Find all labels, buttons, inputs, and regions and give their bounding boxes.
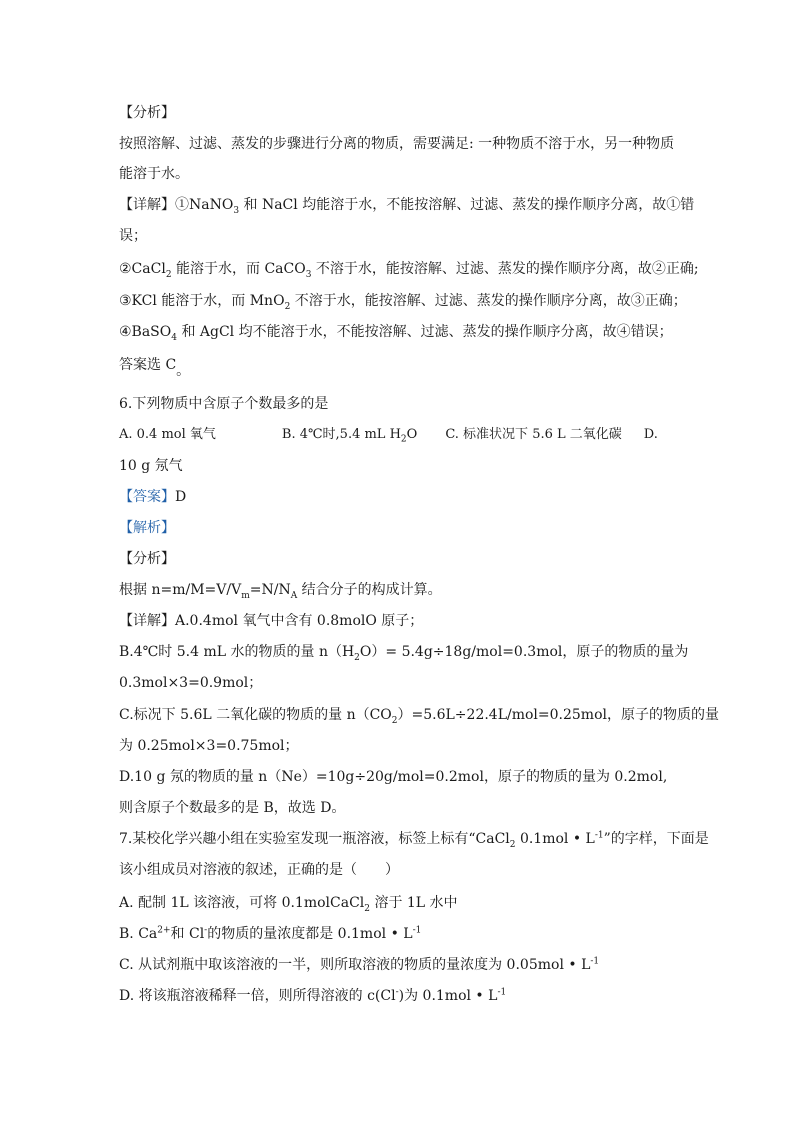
q6-option-a: A. 0.4 mol 氧气 bbox=[119, 427, 216, 442]
q6-option-d: D. bbox=[643, 427, 658, 442]
q6-analysis-heading: 【分析】 bbox=[119, 551, 175, 567]
q6-detail-a: 【详解】A.0.4mol 氧气中含有 0.8molO 原子； bbox=[119, 613, 424, 629]
q6-stem: 6.下列物质中含原子个数最多的是 bbox=[119, 396, 329, 412]
q6-detail-b: B.4℃时 5.4 mL 水的物质的量 $n(H_2O)= 5.4g\div 18g/mol=0.3mol$，原子的物质的量为 bbox=[119, 644, 689, 663]
q7-option-d: D. 将该瓶溶液稀释一倍，则所得溶液的 c(Cl-)为 0.1mol • $L^{-1}$ bbox=[119, 987, 507, 1004]
q6-detail-c-cont: 为 0.25mol×3=0.75mol； bbox=[119, 738, 299, 754]
analysis-text: 按照溶解、过滤、蒸发的步骤进行分离的物质，需要满足: 一种物质不溶于水，另一种物质 bbox=[119, 136, 675, 152]
q7-option-a: A. 配制 1L 该溶液，可将 0.1molCaCl$_2$ 溶于 1L 水中 bbox=[119, 895, 458, 914]
q7-stem-cont: 该小组成员对溶液的叙述，正确的是（ ） bbox=[119, 862, 399, 878]
q6-option-d-cont: 10 g 氖气 bbox=[119, 458, 183, 474]
detail-line-5: ④BaSO$_4$ 和 AgCl 均不能溶于水，不能按溶解、过滤、蒸发的操作顺序分离，故④错误； bbox=[119, 324, 673, 343]
q6-options bbox=[119, 425, 658, 445]
q6-explain-label: 【解析】 bbox=[119, 520, 175, 536]
q6-option-b: B. 4℃时,5.4 mL $H_2O$ bbox=[281, 427, 418, 445]
detail-line-3: ②CaCl$_2$ 能溶于水，而 CaCO$_3$ 不溶于水，能按溶解、过滤、蒸发的操作顺序分离，故②正确; bbox=[119, 261, 699, 280]
q6-detail-b-cont: 0.3mol×3=0.9mol； bbox=[119, 675, 263, 691]
analysis-heading: 【分析】 bbox=[119, 105, 175, 121]
q6-detail-d-cont: 则含原子个数最多的是 B，故选 D。 bbox=[119, 800, 346, 816]
q6-option-c: C. 标准状况下 5.6 L 二氧化碳 bbox=[445, 427, 622, 442]
detail-line-4: ③KCl 能溶于水，而 MnO$_2$ 不溶于水，能按溶解、过滤、蒸发的操作顺序分离，故③正确； bbox=[119, 293, 687, 312]
answer-value: D bbox=[175, 489, 187, 505]
analysis-text-cont: 能溶于水。 bbox=[119, 166, 189, 182]
q6-detail-c: C.标况下 5.6L 二氧化碳的物质的量 $n(CO_2)=5.6L\div 22.4L/mol=0.25mol$，原子的物质的量 bbox=[119, 707, 719, 726]
detail-line-2: 误； bbox=[119, 228, 147, 244]
q6-analysis-text: 根据 $n=m/M=V/V_m=N/N_A$ 结合分子的构成计算。 bbox=[119, 582, 442, 601]
q7-stem: 7.某校化学兴趣小组在实验室发现一瓶溶液，标签上标有“CaCl$_2$ 0.1mol • $L^{-1}$”的字样，下面是 bbox=[119, 830, 709, 850]
detail-line-1: 【详解】①NaNO$_3$ 和 NaCl 均能溶于水，不能按溶解、过滤、蒸发的操作顺序分离，故①错 bbox=[119, 197, 695, 216]
q7-option-c: C. 从试剂瓶中取该溶液的一半，则所取溶液的物质的量浓度为 0.05mol • $L^{-1}$ bbox=[119, 956, 600, 973]
q6-answer bbox=[119, 487, 186, 507]
answer-label: 【答案】 bbox=[119, 489, 175, 505]
q7-option-b: B. $Ca^{2+}$和 Cl-的物质的量浓度都是 0.1mol • $L^{-1}$ bbox=[119, 925, 422, 942]
detail-answer: 答案选 C。 bbox=[119, 357, 191, 379]
q6-detail-d: D.10 g 氖的物质的量 n（Ne）=10g÷20g/mol=0.2mol，原子的物质的量为 0.2mol, bbox=[119, 769, 668, 785]
